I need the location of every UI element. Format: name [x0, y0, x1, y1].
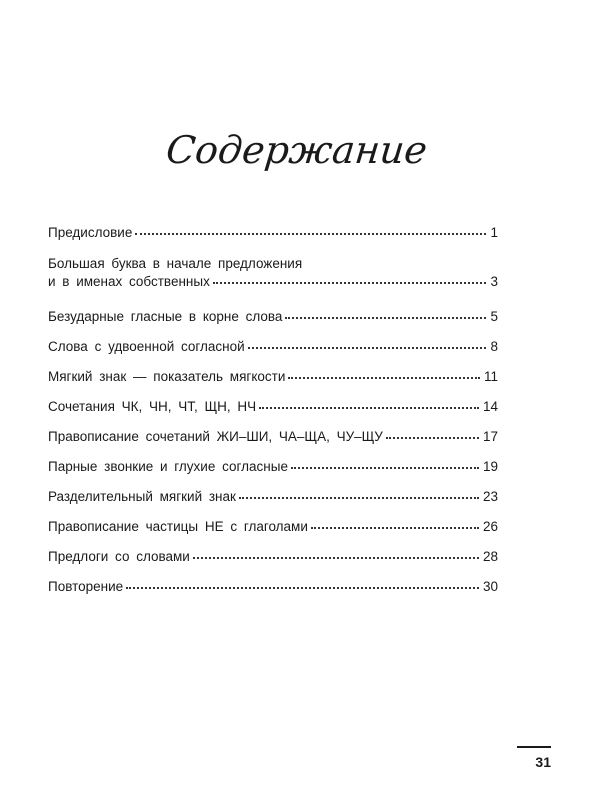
toc-entry[interactable] [48, 548, 498, 578]
dot-leader [259, 407, 479, 409]
dot-leader [248, 347, 487, 349]
page-title [0, 118, 600, 193]
toc-entry-page: 5 [490, 309, 498, 324]
toc-entry-label: Предисловие [48, 225, 133, 240]
toc-entry[interactable] [48, 338, 498, 368]
toc-entry[interactable] [48, 254, 498, 308]
toc-entry-page: 17 [482, 429, 498, 444]
toc-entry-label: Слова с удвоенной согласной [48, 339, 245, 354]
toc-entry-page: 23 [482, 489, 498, 504]
toc-entry[interactable] [48, 308, 498, 338]
dot-leader [135, 233, 486, 235]
dot-leader [126, 587, 479, 589]
toc-entry-page: 1 [490, 225, 498, 240]
toc-entry-label: Повторение [48, 579, 124, 594]
toc-entry-page: 28 [482, 549, 498, 564]
dot-leader [239, 497, 479, 499]
toc-entry-label: Сочетания ЧК, ЧН, ЧТ, ЩН, НЧ [48, 399, 257, 414]
toc-entry-page: 30 [482, 579, 498, 594]
toc-entry-page: 26 [482, 519, 498, 534]
toc-entry[interactable] [48, 518, 498, 548]
script-title [164, 118, 430, 188]
toc-entry[interactable] [48, 458, 498, 488]
dot-leader [285, 317, 486, 319]
dot-leader [213, 282, 487, 284]
dot-leader [193, 557, 479, 559]
toc-entry-page: 14 [482, 399, 498, 414]
toc-entry-label: Правописание частицы НЕ с глаголами [48, 519, 308, 534]
dot-leader [386, 437, 479, 439]
toc-entry-label: Правописание сочетаний ЖИ–ШИ, ЧА–ЩА, ЧУ–ЩУ [48, 429, 383, 444]
toc-entry-label: Парные звонкие и глухие согласные [48, 459, 288, 474]
toc-entry[interactable] [48, 224, 498, 254]
dot-leader [288, 377, 480, 379]
table-of-contents [48, 224, 498, 608]
toc-entry-label: Предлоги со словами [48, 549, 190, 564]
toc-entry-label: Безударные гласные в корне слова [48, 309, 283, 324]
toc-entry-label-line1: Большая буква в начале предложения [48, 256, 303, 271]
toc-entry-page: 11 [483, 369, 498, 384]
toc-entry-page: 19 [482, 459, 498, 474]
toc-entry-label: Мягкий знак — показатель мягкости [48, 369, 286, 384]
toc-entry-page: 8 [490, 339, 498, 354]
dot-leader [311, 527, 479, 529]
toc-entry[interactable] [48, 578, 498, 608]
toc-entry[interactable] [48, 398, 498, 428]
toc-entry-label: Разделительный мягкий знак [48, 489, 236, 504]
toc-entry[interactable] [48, 368, 498, 398]
toc-entry-page: 3 [490, 274, 498, 289]
title-text: Содержание [164, 128, 430, 172]
page-number: 31 [517, 746, 551, 770]
toc-entry[interactable] [48, 428, 498, 458]
toc-entry[interactable] [48, 488, 498, 518]
dot-leader [291, 467, 479, 469]
toc-entry-label: и в именах собственных [48, 274, 210, 289]
